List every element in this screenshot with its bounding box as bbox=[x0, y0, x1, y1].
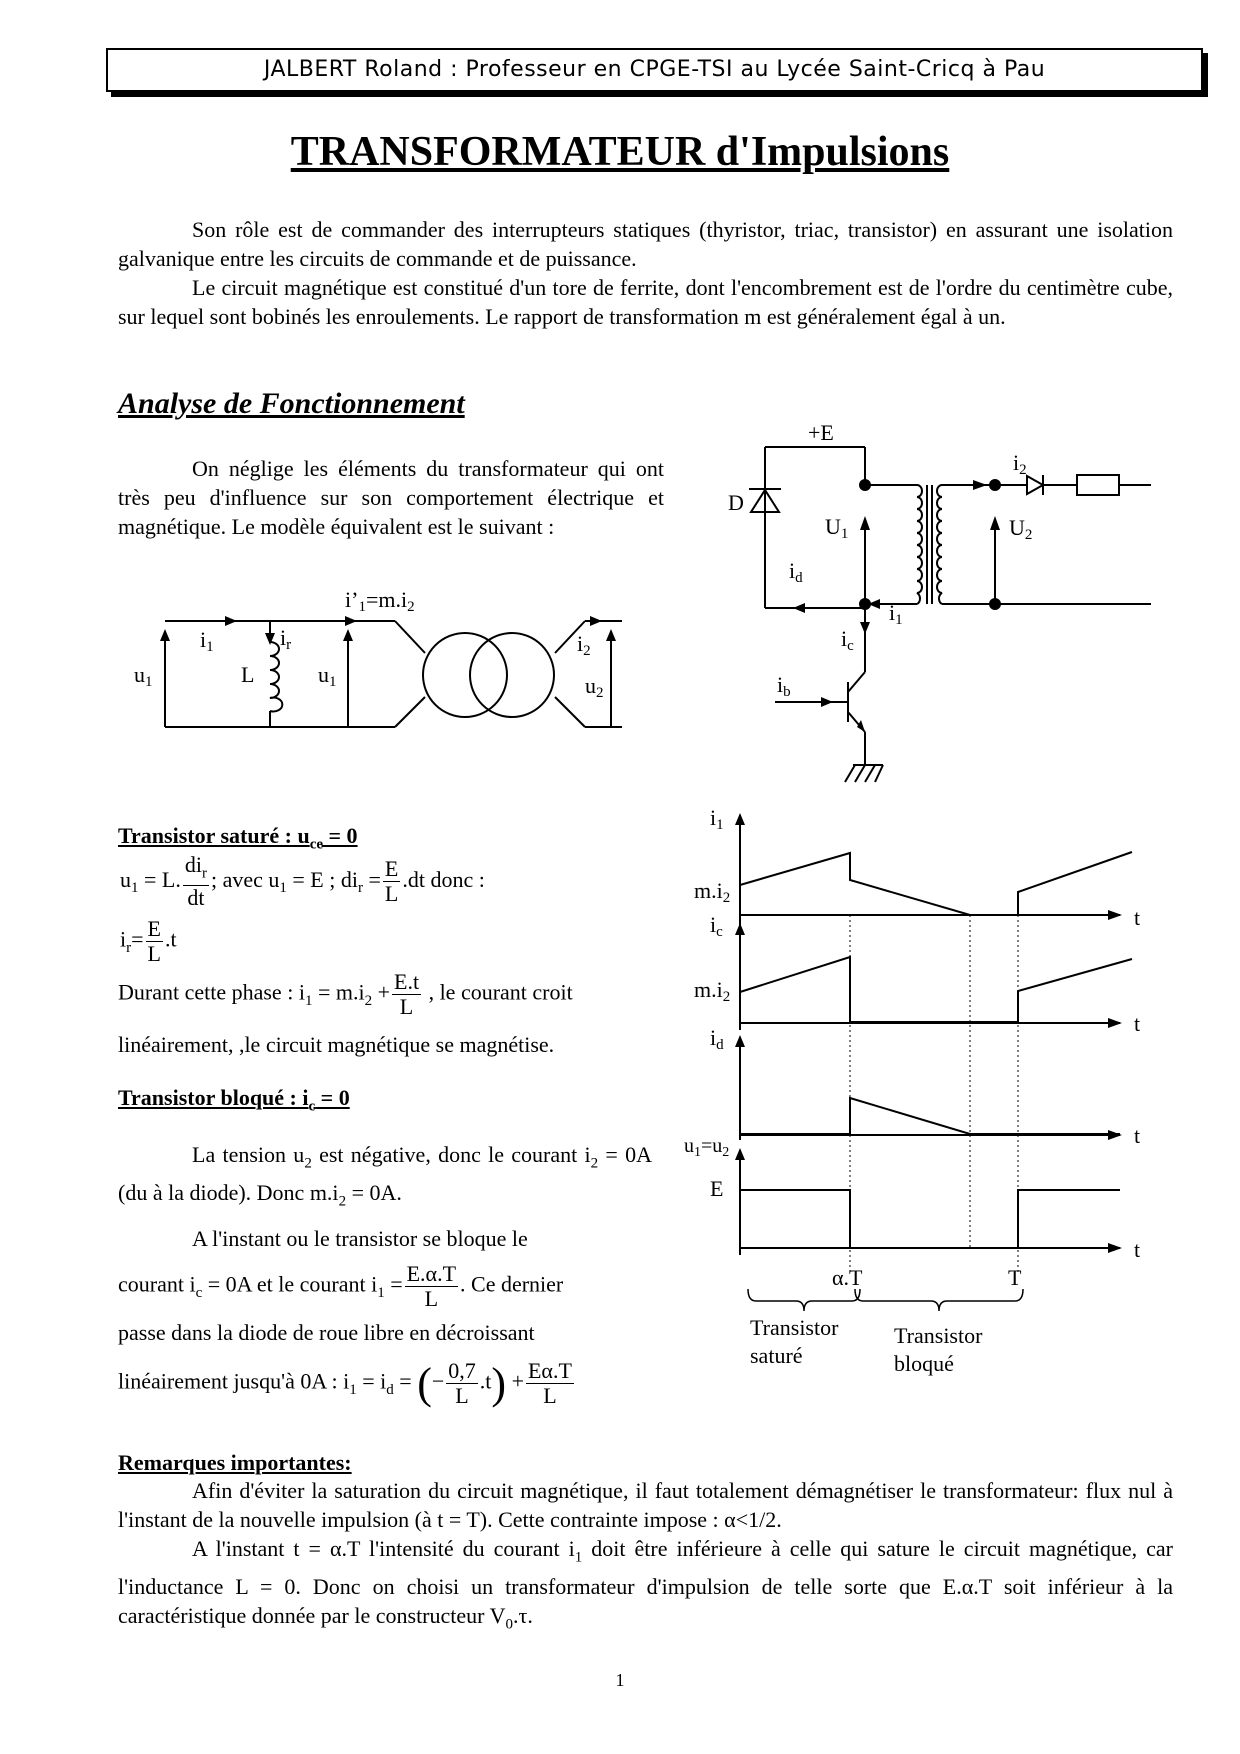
svg-text:m.i2: m.i2 bbox=[694, 878, 731, 906]
svg-text:ib: ib bbox=[777, 672, 791, 700]
saturated-phase-text-2: linéairement, ,le circuit magnétique se magnétise. bbox=[118, 1032, 555, 1057]
page-number: 1 bbox=[615, 1670, 625, 1690]
heading-transistor-bloque: Transistor bloqué : $i_c = 0$ bbox=[118, 1085, 350, 1115]
svg-text:u1: u1 bbox=[318, 662, 337, 690]
svg-text:i1: i1 bbox=[200, 627, 214, 655]
svg-text:ic: ic bbox=[841, 626, 854, 654]
equation-ir: $i_r=$ $\frac{E}{L}$ .t bbox=[120, 916, 177, 966]
blocked-paragraph-1: La tension $u_2$ est négative, donc le courant $i_2 = 0A$ (du à la diode). Donc $m.i_2 = 0A$. bbox=[118, 1142, 653, 1210]
svg-text:D: D bbox=[728, 490, 744, 515]
svg-text:id: id bbox=[789, 558, 803, 586]
equation-saturated-1: $u_1 = L$. $\frac{di_r}{dt}$ ; avec $u_1 = E$ ; $di_r$ = $\frac{E}{L}$ .dt donc : bbox=[120, 852, 485, 911]
blocked-paragraph-2d: linéairement jusqu'à 0A : $i_1 = i_d$ = (− $\frac{0,7}{L}$ .t) + $\frac{E\alpha.T}{L}$ bbox=[118, 1358, 572, 1408]
svg-text:+E: +E bbox=[808, 420, 834, 445]
svg-text:i2: i2 bbox=[1013, 450, 1027, 478]
svg-text:u1=u2: $u_1=u_2$ bbox=[684, 1135, 730, 1160]
svg-text:t: t bbox=[1134, 1011, 1141, 1036]
svg-text:i1: i1 bbox=[889, 600, 903, 628]
svg-text:t: t bbox=[1134, 905, 1141, 930]
intro-paragraph-1: Son rôle est de commander des interrupteurs statiques (thyristor, triac, transistor) en assurant une isolation galvanique entre les circuits de commande et de puissance. bbox=[118, 217, 1173, 271]
svg-text:i2: i2 bbox=[577, 631, 591, 659]
page-header: JALBERT Roland : Professeur en CPGE-TSI au Lycée Saint-Cricq à Pau bbox=[106, 48, 1203, 92]
svg-text:u1: u1 bbox=[134, 662, 153, 690]
section-heading-analyse: Analyse de Fonctionnement bbox=[118, 387, 465, 420]
intro-text bbox=[118, 215, 1173, 331]
remarks-paragraph-2: A l'instant t = α.T l'intensité du courant $i_1$ doit être inférieure à celle qui sature le circuit magnétique, car l'inductance L = 0. Donc on choisi un transformateur d'impulsion de telle sorte que E.α.T soit inférieur à la caractéristique donnée par le constructeur $V_0.\tau$. bbox=[118, 1536, 1173, 1633]
svg-text:saturé: saturé bbox=[750, 1343, 803, 1368]
svg-text:i1: i1 bbox=[710, 805, 724, 833]
svg-text:ic: ic bbox=[710, 912, 723, 940]
page-title: TRANSFORMATEUR d'Impulsions bbox=[290, 129, 950, 175]
pulse-transformer-circuit bbox=[705, 420, 1165, 800]
remarks-paragraph-1: Afin d'éviter la saturation du circuit magnétique, il faut totalement démagnétiser le transformateur: flux nul à l'instant de la nouvelle impulsion (à t = T). Cette contrainte impose : α<1/2. bbox=[118, 1478, 1173, 1532]
svg-text:Transistor: Transistor bbox=[750, 1315, 839, 1340]
heading-transistor-sature: Transistor saturé : $u_{ce} = 0$ bbox=[118, 823, 358, 853]
svg-text:u2: u2 bbox=[585, 673, 604, 701]
waveform-chart bbox=[680, 805, 1160, 1385]
svg-text:Transistor: Transistor bbox=[894, 1323, 983, 1348]
svg-text:i’1=m.i2: i’1=m.i2 bbox=[345, 587, 415, 615]
svg-text:bloqué: bloqué bbox=[894, 1351, 954, 1376]
analyse-text: On néglige les éléments du transformateur qui ont très peu d'influence sur son comportement électrique et magnétique. Le modèle équivalent est le suivant : bbox=[118, 456, 664, 539]
svg-text:E: E bbox=[710, 1176, 724, 1201]
svg-text:U2: U2 bbox=[1009, 515, 1033, 543]
svg-text:T: T bbox=[1008, 1265, 1022, 1290]
blocked-paragraph-2b: courant $i_c = 0A$ et le courant $i_1$ = $\frac{E.\alpha.T}{L}$ . Ce dernier bbox=[118, 1261, 564, 1311]
blocked-paragraph-2a: A l'instant ou le transistor se bloque le bbox=[192, 1226, 528, 1251]
intro-paragraph-2: Le circuit magnétique est constitué d'un tore de ferrite, dont l'encombrement est de l'ordre du centimètre cube, sur lequel sont bobinés les enroulements. Le rapport de transformation m est généralement égal à un. bbox=[118, 275, 1173, 329]
equivalent-model-circuit bbox=[120, 585, 650, 755]
remarks-text bbox=[118, 1476, 1173, 1640]
svg-text:t: t bbox=[1134, 1237, 1141, 1262]
svg-text:ir: ir bbox=[280, 625, 292, 653]
blocked-paragraph-2c: passe dans la diode de roue libre en décroissant bbox=[118, 1320, 535, 1345]
svg-text:t: t bbox=[1134, 1123, 1141, 1148]
heading-remarques: Remarques importantes: bbox=[118, 1450, 352, 1475]
saturated-phase-text: Durant cette phase : $i_1 = m.i_2$ + $\frac{E.t}{L}$ , le courant croit bbox=[118, 969, 573, 1019]
svg-text:α.T: α.T bbox=[832, 1265, 863, 1290]
svg-text:L: L bbox=[241, 662, 255, 687]
svg-text:id: id bbox=[710, 1025, 724, 1053]
svg-text:m.i2: m.i2 bbox=[694, 977, 731, 1005]
svg-text:U1: U1 bbox=[825, 514, 849, 542]
